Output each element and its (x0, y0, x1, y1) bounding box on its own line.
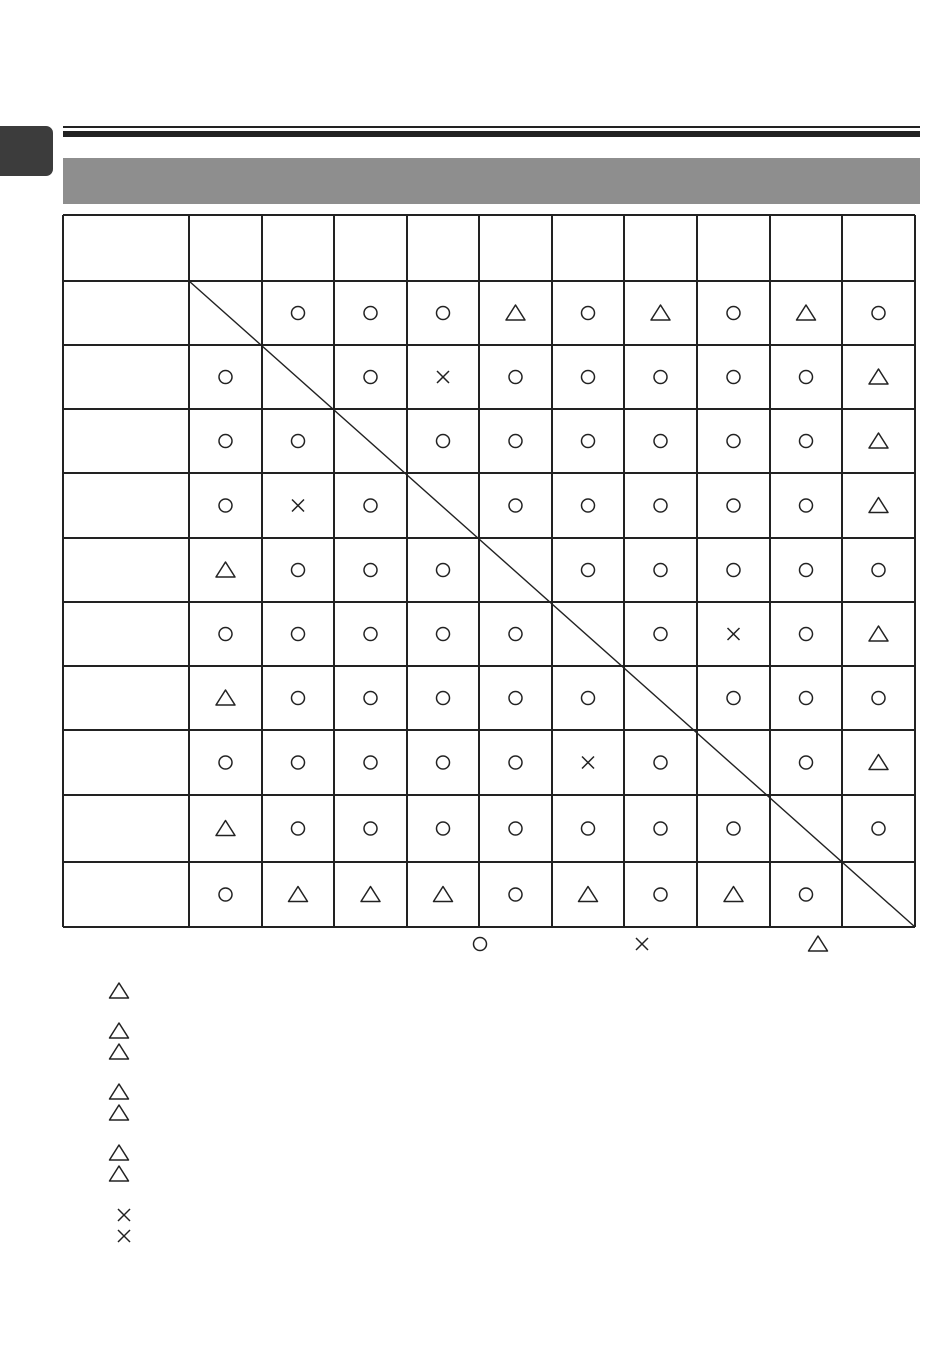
cell-r2-c9-triangle-symbol (869, 433, 888, 448)
cell-r1-c8-circle-symbol (800, 371, 813, 384)
cell-r6-c9-circle-symbol (872, 692, 885, 705)
cell-r7-c2-circle-symbol (364, 756, 377, 769)
cell-r5-c9-triangle-symbol (869, 626, 888, 641)
cell-r0-c5-circle-symbol (582, 307, 595, 320)
cell-r4-c6-circle-symbol (654, 564, 667, 577)
cell-r0-c3-circle-symbol (437, 307, 450, 320)
cell-r3-c1-cross-symbol (292, 500, 304, 512)
cell-r3-c6-circle-symbol (654, 499, 667, 512)
cell-r9-c8-circle-symbol (800, 888, 813, 901)
cell-r0-c8-triangle-symbol (797, 305, 816, 320)
cell-r2-c5-circle-symbol (582, 435, 595, 448)
cell-r4-c0-triangle-symbol (216, 562, 235, 577)
key-2-triangle-symbol (809, 936, 828, 951)
cell-r5-c6-circle-symbol (654, 628, 667, 641)
cell-r1-c2-circle-symbol (364, 371, 377, 384)
cell-r5-c2-circle-symbol (364, 628, 377, 641)
cell-r2-c1-circle-symbol (292, 435, 305, 448)
cell-r8-c6-circle-symbol (654, 822, 667, 835)
note-0-triangle-symbol (110, 983, 129, 998)
cell-r4-c3-circle-symbol (437, 564, 450, 577)
note-8-cross-symbol (118, 1230, 130, 1242)
cell-r3-c8-circle-symbol (800, 499, 813, 512)
cell-r3-c4-circle-symbol (509, 499, 522, 512)
cell-r8-c3-circle-symbol (437, 822, 450, 835)
key-1-cross-symbol (636, 938, 648, 950)
cell-r7-c0-circle-symbol (219, 756, 232, 769)
cell-r4-c2-circle-symbol (364, 564, 377, 577)
cell-r9-c3-triangle-symbol (434, 887, 453, 902)
cell-r3-c7-circle-symbol (727, 499, 740, 512)
cell-r6-c7-circle-symbol (727, 692, 740, 705)
cell-r3-c0-circle-symbol (219, 499, 232, 512)
key-0-circle-symbol (474, 938, 487, 951)
cell-r9-c1-triangle-symbol (289, 887, 308, 902)
cell-r9-c0-circle-symbol (219, 888, 232, 901)
cell-r6-c5-circle-symbol (582, 692, 595, 705)
cell-r5-c0-circle-symbol (219, 628, 232, 641)
cell-r0-c9-circle-symbol (872, 307, 885, 320)
cell-r7-c4-circle-symbol (509, 756, 522, 769)
cell-r8-c1-circle-symbol (292, 822, 305, 835)
cell-r7-c5-cross-symbol (582, 757, 594, 769)
cell-r4-c8-circle-symbol (800, 564, 813, 577)
cell-r6-c2-circle-symbol (364, 692, 377, 705)
cell-r0-c1-circle-symbol (292, 307, 305, 320)
note-7-cross-symbol (118, 1209, 130, 1221)
cell-r2-c0-circle-symbol (219, 435, 232, 448)
cell-r1-c7-circle-symbol (727, 371, 740, 384)
cell-r1-c0-circle-symbol (219, 371, 232, 384)
note-2-triangle-symbol (110, 1044, 129, 1059)
cell-r4-c7-circle-symbol (727, 564, 740, 577)
cell-r8-c2-circle-symbol (364, 822, 377, 835)
cell-r8-c9-circle-symbol (872, 822, 885, 835)
cell-r8-c0-triangle-symbol (216, 821, 235, 836)
cell-r7-c9-triangle-symbol (869, 755, 888, 770)
cell-r8-c4-circle-symbol (509, 822, 522, 835)
cell-r0-c7-circle-symbol (727, 307, 740, 320)
cell-r2-c6-circle-symbol (654, 435, 667, 448)
cell-r3-c9-triangle-symbol (869, 498, 888, 513)
cell-r1-c6-circle-symbol (654, 371, 667, 384)
cell-r2-c7-circle-symbol (727, 435, 740, 448)
note-3-triangle-symbol (110, 1084, 129, 1099)
cell-r6-c3-circle-symbol (437, 692, 450, 705)
cell-r0-c6-triangle-symbol (651, 305, 670, 320)
cell-r2-c4-circle-symbol (509, 435, 522, 448)
cell-r2-c3-circle-symbol (437, 435, 450, 448)
cell-r1-c3-cross-symbol (437, 371, 449, 383)
note-1-triangle-symbol (110, 1023, 129, 1038)
cell-r7-c3-circle-symbol (437, 756, 450, 769)
cell-r9-c4-circle-symbol (509, 888, 522, 901)
note-6-triangle-symbol (110, 1166, 129, 1181)
note-5-triangle-symbol (110, 1145, 129, 1160)
cell-r0-c2-circle-symbol (364, 307, 377, 320)
cell-r0-c4-triangle-symbol (506, 305, 525, 320)
cell-r7-c1-circle-symbol (292, 756, 305, 769)
cell-r5-c4-circle-symbol (509, 628, 522, 641)
cell-r5-c8-circle-symbol (800, 628, 813, 641)
note-4-triangle-symbol (110, 1105, 129, 1120)
cell-r6-c4-circle-symbol (509, 692, 522, 705)
cell-r9-c2-triangle-symbol (361, 887, 380, 902)
cell-r8-c7-circle-symbol (727, 822, 740, 835)
cell-r1-c4-circle-symbol (509, 371, 522, 384)
cell-r9-c6-circle-symbol (654, 888, 667, 901)
cell-r7-c6-circle-symbol (654, 756, 667, 769)
cell-r9-c5-triangle-symbol (579, 887, 598, 902)
cell-r7-c8-circle-symbol (800, 756, 813, 769)
cell-r5-c3-circle-symbol (437, 628, 450, 641)
cell-r3-c2-circle-symbol (364, 499, 377, 512)
cell-r6-c8-circle-symbol (800, 692, 813, 705)
cell-r4-c9-circle-symbol (872, 564, 885, 577)
cell-r4-c5-circle-symbol (582, 564, 595, 577)
cell-r6-c1-circle-symbol (292, 692, 305, 705)
cell-r6-c0-triangle-symbol (216, 690, 235, 705)
cell-r1-c9-triangle-symbol (869, 369, 888, 384)
cell-r5-c1-circle-symbol (292, 628, 305, 641)
cell-r9-c7-triangle-symbol (724, 887, 743, 902)
cell-r1-c5-circle-symbol (582, 371, 595, 384)
cell-r8-c5-circle-symbol (582, 822, 595, 835)
cell-r2-c8-circle-symbol (800, 435, 813, 448)
cell-r3-c5-circle-symbol (582, 499, 595, 512)
cell-r4-c1-circle-symbol (292, 564, 305, 577)
cell-r5-c7-cross-symbol (728, 628, 740, 640)
